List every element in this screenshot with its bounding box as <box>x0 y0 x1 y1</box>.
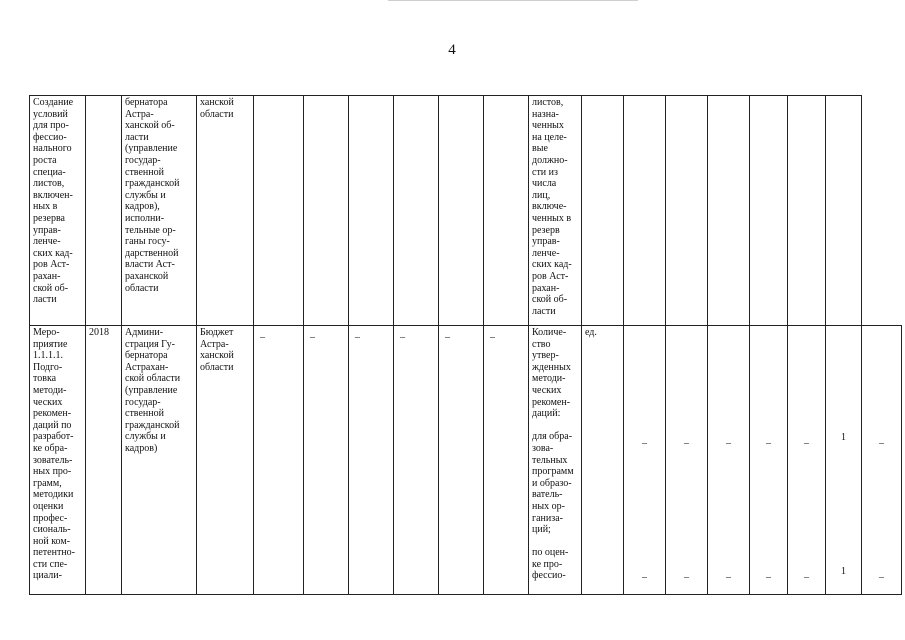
cell-finance <box>484 326 529 595</box>
cell-executor: бернатора Астра- ханской об- ласти (управление государ- ственной гражданской службы и кадров), исполни- тельные ор- ганы госу- дарственной власти Аст- раханской области <box>122 96 197 326</box>
cell-executor: Админи- страция Гу- бернатора Астрахан- ской области (управление государ- ственной гражданской службы и кадров) <box>122 326 197 595</box>
page-number: 4 <box>448 42 457 58</box>
dash-mark: – <box>400 332 405 343</box>
cell-finance <box>254 96 304 326</box>
cell-finance <box>254 326 304 595</box>
cell-value <box>708 326 750 595</box>
value-mark: – <box>766 572 771 583</box>
cell-value <box>624 96 666 326</box>
cell-indicator: листов, назна- ченных на целе- вые должно- сти из числа лиц, включе- ченных в резерв управ- ленче- ских кад- ров Аст- рахан- ской об- ласти <box>529 96 582 326</box>
value-mark: – <box>642 438 647 449</box>
value-mark: – <box>684 572 689 583</box>
cell-unit <box>582 96 624 326</box>
cell-value <box>826 326 862 595</box>
cell-indicator: Количе- ство утвер- жденных методи- ческих рекомен- даций: для обра- зова- тельных программ и образо- ватель- ных ор- ганиза- ций; по оцен- ке про- фессио- <box>529 326 582 595</box>
cell-finance <box>394 96 439 326</box>
cell-finance <box>394 326 439 595</box>
value-mark: – <box>684 438 689 449</box>
cell-finance <box>439 326 484 595</box>
value-mark: 1 <box>841 432 846 443</box>
cell-value <box>708 96 750 326</box>
program-table <box>29 95 902 595</box>
value-mark: – <box>726 572 731 583</box>
value-mark: – <box>804 572 809 583</box>
cell-source: ханской области <box>197 96 254 326</box>
cell-value <box>750 326 788 595</box>
cell-value <box>862 326 902 595</box>
cell-value <box>666 96 708 326</box>
cell-value <box>788 96 826 326</box>
cell-unit: ед. <box>582 326 624 595</box>
table-row <box>30 96 902 326</box>
cell-finance <box>304 96 349 326</box>
cell-finance <box>484 96 529 326</box>
cell-value <box>750 96 788 326</box>
value-mark: – <box>766 438 771 449</box>
cell-finance <box>349 96 394 326</box>
dash-mark: – <box>445 332 450 343</box>
dash-mark: – <box>260 332 265 343</box>
value-mark: – <box>879 572 884 583</box>
value-mark: – <box>642 572 647 583</box>
cell-name: Создание условий для про- фессио- нального роста специа- листов, включен- ных в резерва управ- ленче- ских кад- ров Аст- рахан- ской об- ласти <box>30 96 86 326</box>
cell-source: Бюджет Астра- ханской области <box>197 326 254 595</box>
cell-value <box>666 326 708 595</box>
value-mark: 1 <box>841 566 846 577</box>
cell-year <box>86 96 122 326</box>
cell-value <box>624 326 666 595</box>
value-mark: – <box>879 438 884 449</box>
cell-finance <box>349 326 394 595</box>
value-mark: – <box>726 438 731 449</box>
value-mark: – <box>804 438 809 449</box>
cell-finance <box>439 96 484 326</box>
cell-value <box>788 326 826 595</box>
scan-artifact <box>388 0 638 4</box>
table-row <box>30 326 902 595</box>
dash-mark: – <box>310 332 315 343</box>
dash-mark: – <box>355 332 360 343</box>
cell-name: Меро- приятие 1.1.1.1. Подго- товка методи- ческих рекомен- даций по разработ- ке обра- зователь- ных про- грамм, методики оценки профес- сиональ- ной ком- петентно- сти спе- циали- <box>30 326 86 595</box>
cell-year: 2018 <box>86 326 122 595</box>
cell-value <box>826 96 862 326</box>
dash-mark: – <box>490 332 495 343</box>
cell-finance <box>304 326 349 595</box>
